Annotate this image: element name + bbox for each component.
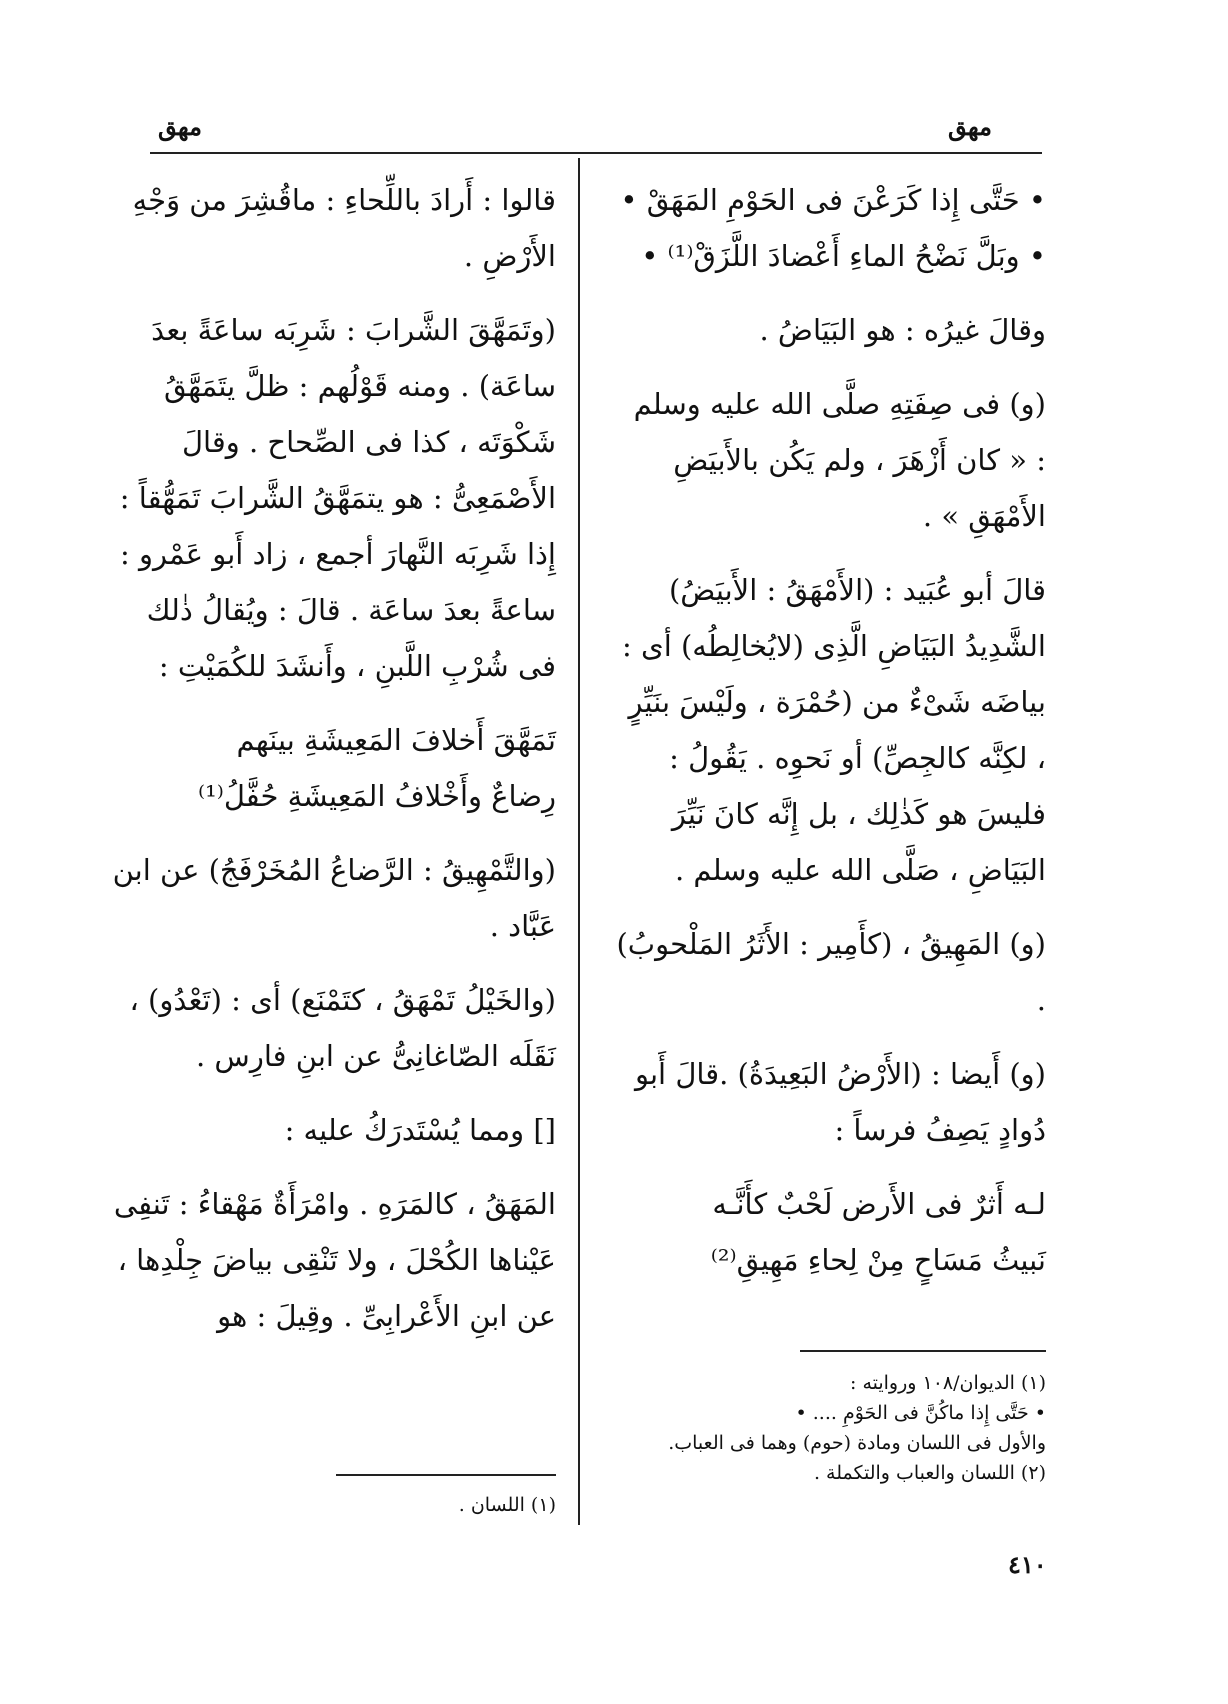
paragraph: (والخَيْلُ تَمْهَقُ ، كتَمْنَع) أى : (تَعْدُو) ، نَقَلَه الصّاغانِىُّ عن ابنِ فارِس .: [129, 983, 556, 1073]
column-divider: [578, 158, 580, 1525]
paragraph: (و) أَيضا : (الأَرْضُ البَعِيدَةُ) .قالَ أَبو دُوادٍ يَصِفُ فرساً :: [634, 1057, 1046, 1147]
paragraph: وقالَ غيرُه : هو البَيَاضُ .: [759, 313, 1046, 347]
poem-line: لـه أَثرٌ فى الأَرض لَحْبٌ كأَنَّـه: [712, 1187, 1046, 1221]
footnote-rule: [336, 1474, 556, 1476]
footnote: • حَتَّى إِذا ماكُنَّ فى الحَوْمِ .... •: [795, 1402, 1046, 1424]
paragraph: (و) المَهِيقُ ، (كأَمِير : الأَثَرُ المَلْحوبُ) .: [616, 927, 1046, 1017]
footnote-rule: [800, 1350, 1046, 1352]
poem-line: رِضاعٌ وأَخْلافُ المَعِيشَةِ حُفَّلُ⁽¹⁾: [197, 779, 556, 813]
header-rule: [150, 152, 1042, 154]
footnotes-right: [616, 1368, 1046, 1488]
verse-line: • حَتَّى إِذا كَرَعْنَ فى الحَوْمِ المَهَقْ •: [620, 183, 1046, 217]
page-number: ٤١٠: [1008, 1550, 1047, 1579]
verse-line: • وبَلَّ نَضْحُ الماءِ أَعْضادَ اللَّزَقْ⁽¹⁾ •: [641, 239, 1046, 273]
paragraph: المَهَقُ ، كالمَرَهِ . وامْرَأَةٌ مَهْقاءُ : تَنفِى عَيْناها الكُحْلَ ، ولا تَنْقِى بياضَ جِلْدِها ، عن ابنِ الأَعْرابِىِّ . وقِيلَ : هو: [113, 1187, 556, 1333]
footnote: (٢) اللسان والعباب والتكملة .: [813, 1462, 1046, 1484]
footnote: (١) الديوان/١٠٨ وروايته :: [850, 1372, 1046, 1394]
paragraph: (والتَّمْهِيقُ : الرَّضاعُ المُخَرْفَجُ) عن ابن عَبَّاد .: [112, 853, 556, 943]
running-header-left: مهق: [158, 112, 202, 141]
footnote: (١) اللسان .: [458, 1494, 556, 1516]
right-column: [616, 172, 1046, 1306]
paragraph: [] ومما يُسْتَدرَكُ عليه :: [284, 1113, 556, 1147]
poem-line: نَبيثُ مَسَاحٍ مِنْ لِحاءِ مَهِيقِ⁽²⁾: [710, 1243, 1046, 1277]
left-column: [110, 172, 556, 1362]
footnote: والأول فى اللسان ومادة (حوم) وهما فى العباب.: [668, 1432, 1046, 1454]
footnotes-left: [336, 1490, 556, 1520]
paragraph: قالوا : أَرادَ باللِّحاءِ : ماقُشِرَ من وَجْهِ الأَرْضِ .: [132, 183, 556, 273]
poem-line: تَمَهَّقَ أَخلافَ المَعِيشَةِ بينَهم: [236, 723, 556, 757]
paragraph: (وتَمَهَّقَ الشَّرابَ : شَرِبَه ساعَةً بعدَ ساعَة) . ومنه قَوْلُهم : ظلَّ يتَمَهَّقُ شَكْوَتَه ، كذا فى الصِّحاح . وقالَ الأَصْمَعِىُّ : هو يتمَهَّقُ الشَّرابَ تَمَهُّقاً : إِذا شَرِبَه النَّهارَ أجمع ، زاد أَبو عَمْرو : ساعةً بعدَ ساعَة . قالَ : ويُقالُ ذٰلك فى شُرْبِ اللَّبنِ ، وأَنشَدَ للكُمَيْتِ :: [119, 313, 556, 683]
paragraph: (و) فى صِفَتِهِ صلَّى الله عليه وسلم : « كان أَزْهَرَ ، ولم يَكُن بالأَبيَضِ الأَمْهَقِ » .: [633, 387, 1046, 533]
running-header-right: مهق: [948, 112, 992, 141]
paragraph: قالَ أبو عُبَيد : (الأَمْهَقُ : الأَبيَضُ) الشَّدِيدُ البَيَاضِ الَّذِى (لايُخالِطُه) أى : بياضَه شَىْءٌ من (حُمْرَة ، ولَيْسَ بنَيِّرٍ ، لكِنَّه كالجِصِّ) أو نَحوِه . يَقُولُ : فليسَ هو كَذٰلِك ، بل إِنَّه كانَ نَيِّرَ البَيَاضِ ، صَلَّى الله عليه وسلم .: [622, 573, 1046, 887]
